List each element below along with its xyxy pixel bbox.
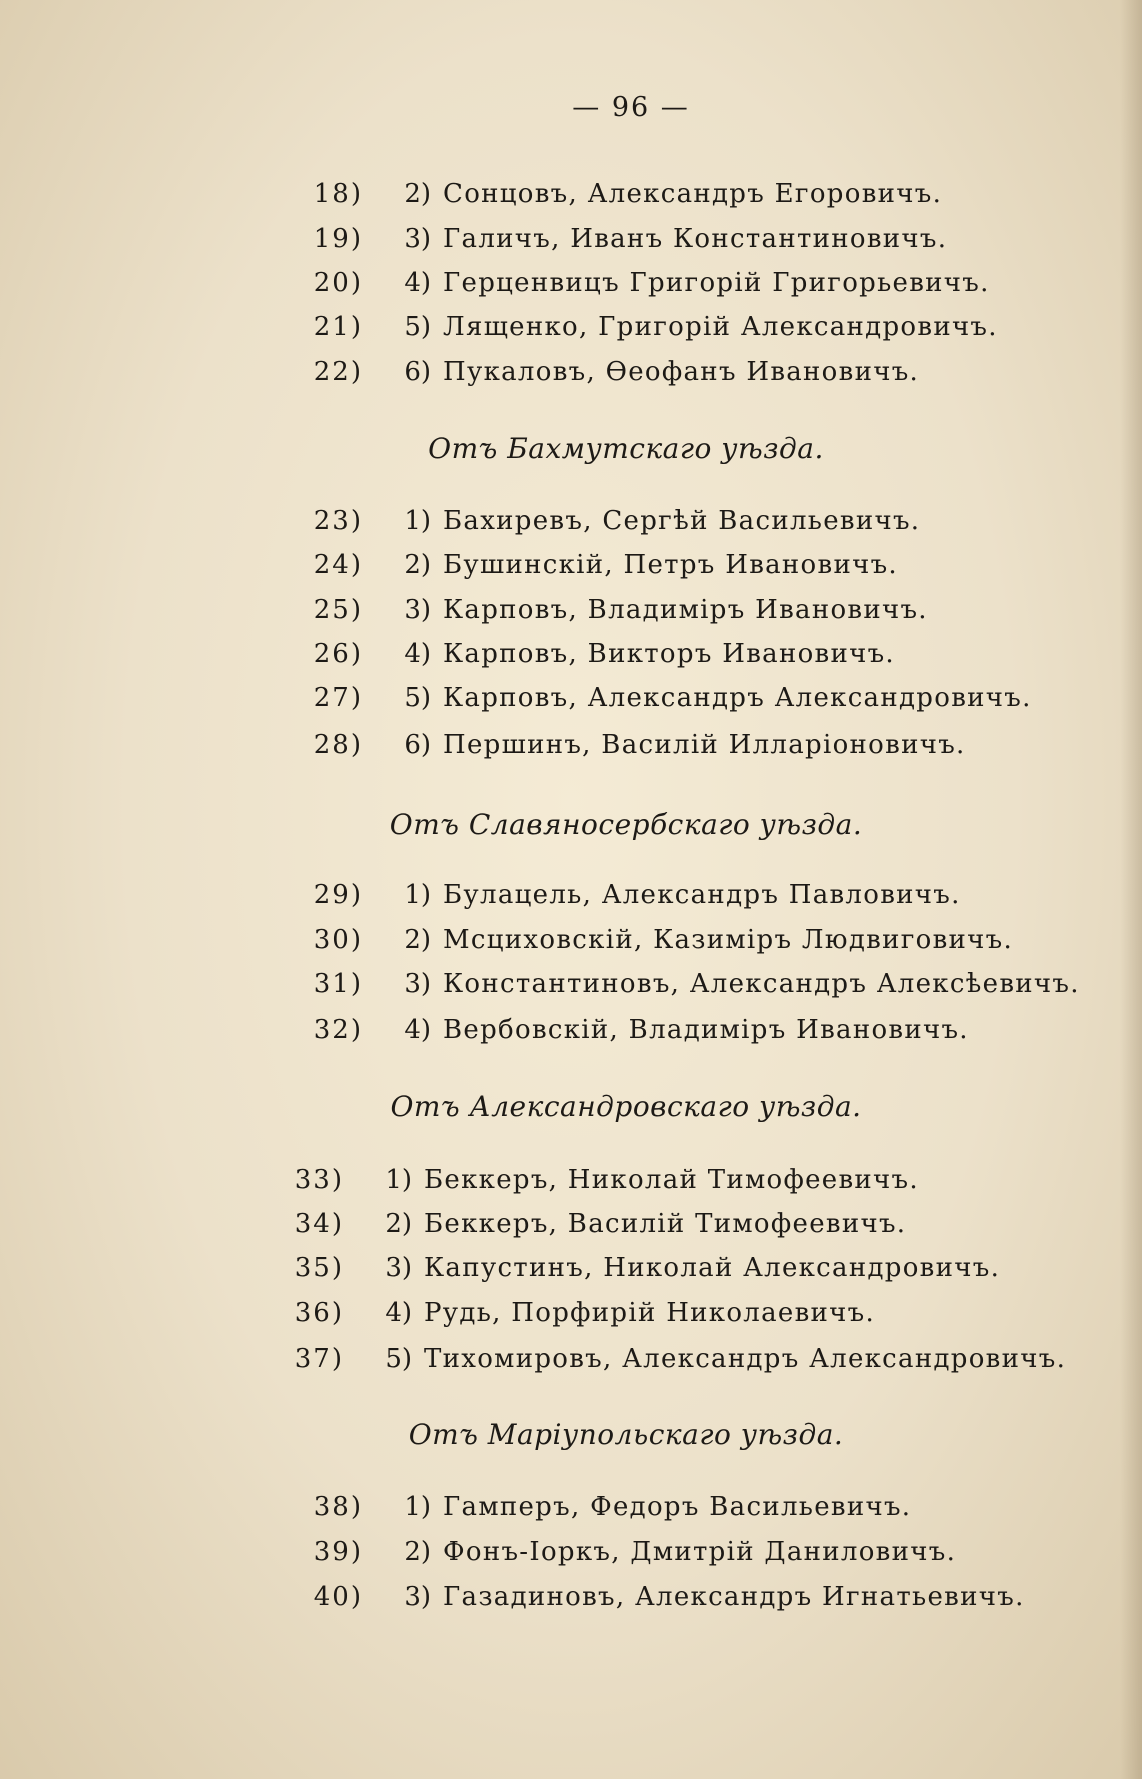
list-entry bbox=[313, 922, 1013, 958]
entry-subnumber: 1) bbox=[404, 506, 431, 536]
entry-number: 23) bbox=[313, 506, 363, 536]
entry-name: Беккеръ, Василій Тимофеевичъ. bbox=[424, 1209, 907, 1239]
entry-number: 19) bbox=[313, 224, 363, 254]
list-entry bbox=[294, 1162, 919, 1198]
list-entry bbox=[313, 636, 895, 672]
entry-name: Сонцовъ, Александръ Егоровичъ. bbox=[443, 179, 943, 209]
entry-subnumber: 6) bbox=[404, 357, 431, 387]
page-edge-shadow bbox=[1120, 0, 1142, 1779]
entry-name: Капустинъ, Николай Александровичъ. bbox=[424, 1253, 1001, 1283]
entry-name: Тихомировъ, Александръ Александровичъ. bbox=[424, 1344, 1067, 1374]
list-entry bbox=[294, 1206, 906, 1242]
list-entry bbox=[313, 176, 942, 212]
entry-name: Першинъ, Василій Илларіоновичъ. bbox=[443, 730, 966, 760]
entry-number: 31) bbox=[313, 969, 363, 999]
entry-name: Карповъ, Владиміръ Ивановичъ. bbox=[443, 595, 928, 625]
entry-subnumber: 6) bbox=[404, 730, 431, 760]
page-number: — 96 — bbox=[572, 92, 690, 123]
entry-number: 35) bbox=[294, 1253, 344, 1283]
entry-name: Гамперъ, Федоръ Васильевичъ. bbox=[443, 1492, 912, 1522]
entry-number: 20) bbox=[313, 268, 363, 298]
entry-name: Галичъ, Иванъ Константиновичъ. bbox=[443, 224, 948, 254]
entry-number: 24) bbox=[313, 550, 363, 580]
entry-subnumber: 2) bbox=[404, 550, 431, 580]
entry-number: 29) bbox=[313, 880, 363, 910]
entry-number: 27) bbox=[313, 683, 363, 713]
entry-subnumber: 2) bbox=[385, 1209, 412, 1239]
entry-number: 26) bbox=[313, 639, 363, 669]
list-entry bbox=[313, 547, 898, 583]
entry-subnumber: 3) bbox=[404, 595, 431, 625]
section-heading: Отъ Бахмутскаго уѣзда. bbox=[428, 432, 824, 465]
entry-number: 28) bbox=[313, 730, 363, 760]
section-heading: Отъ Славяносербскаго уѣзда. bbox=[389, 808, 863, 841]
entry-name: Рудь, Порфирій Николаевичъ. bbox=[424, 1298, 876, 1328]
entry-subnumber: 5) bbox=[404, 683, 431, 713]
entry-subnumber: 2) bbox=[404, 1537, 431, 1567]
entry-number: 25) bbox=[313, 595, 363, 625]
entry-number: 18) bbox=[313, 179, 363, 209]
entry-number: 30) bbox=[313, 925, 363, 955]
entry-name: Бушинскій, Петръ Ивановичъ. bbox=[443, 550, 898, 580]
list-entry bbox=[313, 354, 919, 390]
list-entry bbox=[313, 592, 928, 628]
entry-subnumber: 2) bbox=[404, 925, 431, 955]
section-heading: Отъ Маріупольскаго уѣзда. bbox=[408, 1418, 844, 1451]
list-entry bbox=[313, 1489, 911, 1525]
entry-number: 32) bbox=[313, 1015, 363, 1045]
entry-number: 34) bbox=[294, 1209, 344, 1239]
list-entry bbox=[313, 265, 990, 301]
entry-subnumber: 3) bbox=[404, 1582, 431, 1612]
entry-number: 33) bbox=[294, 1165, 344, 1195]
list-entry bbox=[313, 1534, 956, 1570]
list-entry bbox=[313, 309, 998, 345]
entry-name: Мсциховскій, Казиміръ Людвиговичъ. bbox=[443, 925, 1014, 955]
entry-subnumber: 1) bbox=[385, 1165, 412, 1195]
entry-name: Булацель, Александръ Павловичъ. bbox=[443, 880, 961, 910]
list-entry bbox=[313, 221, 947, 257]
entry-number: 40) bbox=[313, 1582, 363, 1612]
entry-name: Газадиновъ, Александръ Игнатьевичъ. bbox=[443, 1582, 1025, 1612]
entry-subnumber: 3) bbox=[404, 969, 431, 999]
entry-subnumber: 1) bbox=[404, 880, 431, 910]
entry-number: 36) bbox=[294, 1298, 344, 1328]
entry-subnumber: 3) bbox=[404, 224, 431, 254]
entry-name: Фонъ-Іоркъ, Дмитрій Даниловичъ. bbox=[443, 1537, 957, 1567]
entry-name: Константиновъ, Александръ Алексѣевичъ. bbox=[443, 969, 1080, 999]
section-heading: Отъ Александровскаго уѣзда. bbox=[390, 1090, 862, 1123]
list-entry bbox=[313, 1012, 969, 1048]
entry-subnumber: 4) bbox=[404, 1015, 431, 1045]
entry-name: Лященко, Григорій Александровичъ. bbox=[443, 312, 998, 342]
entry-number: 39) bbox=[313, 1537, 363, 1567]
entry-subnumber: 5) bbox=[404, 312, 431, 342]
entry-name: Карповъ, Александръ Александровичъ. bbox=[443, 683, 1032, 713]
entry-name: Вербовскій, Владиміръ Ивановичъ. bbox=[443, 1015, 969, 1045]
entry-name: Пукаловъ, Өеофанъ Ивановичъ. bbox=[443, 357, 920, 387]
entry-subnumber: 4) bbox=[404, 268, 431, 298]
entry-name: Карповъ, Викторъ Ивановичъ. bbox=[443, 639, 895, 669]
list-entry bbox=[294, 1341, 1066, 1377]
entry-subnumber: 5) bbox=[385, 1344, 412, 1374]
entry-name: Беккеръ, Николай Тимофеевичъ. bbox=[424, 1165, 919, 1195]
entry-name: Герценвицъ Григорій Григорьевичъ. bbox=[443, 268, 990, 298]
entry-subnumber: 3) bbox=[385, 1253, 412, 1283]
list-entry bbox=[313, 877, 961, 913]
entry-subnumber: 1) bbox=[404, 1492, 431, 1522]
list-entry bbox=[313, 503, 920, 539]
entry-subnumber: 4) bbox=[385, 1298, 412, 1328]
entry-subnumber: 2) bbox=[404, 179, 431, 209]
entry-number: 22) bbox=[313, 357, 363, 387]
entry-name: Бахиревъ, Сергѣй Васильевичъ. bbox=[443, 506, 921, 536]
entry-number: 38) bbox=[313, 1492, 363, 1522]
list-entry bbox=[313, 966, 1080, 1002]
list-entry bbox=[294, 1250, 1000, 1286]
list-entry bbox=[294, 1295, 875, 1331]
entry-number: 21) bbox=[313, 312, 363, 342]
list-entry bbox=[313, 727, 966, 763]
entry-subnumber: 4) bbox=[404, 639, 431, 669]
entry-number: 37) bbox=[294, 1344, 344, 1374]
list-entry bbox=[313, 680, 1032, 716]
list-entry bbox=[313, 1579, 1025, 1615]
